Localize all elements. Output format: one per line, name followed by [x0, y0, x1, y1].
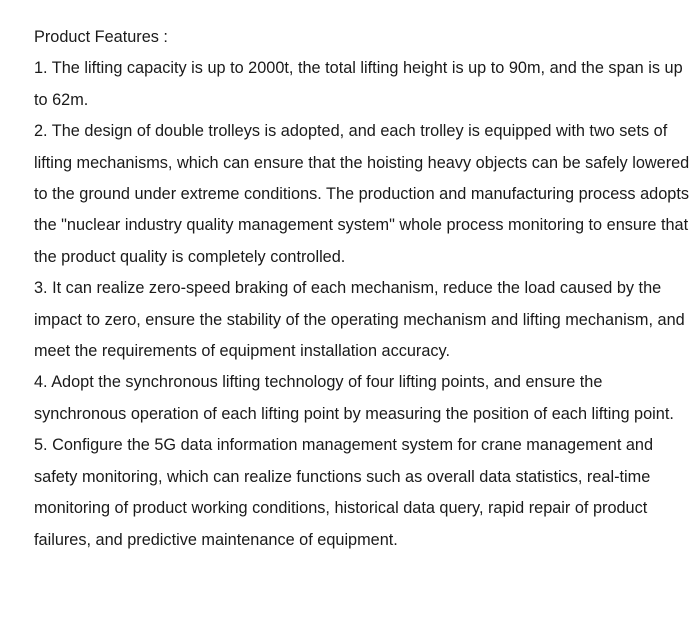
feature-item-3: 3. It can realize zero-speed braking of each mechanism, reduce the load caused by the impact to zero, ensure the stability of the operating mechanism and lifting mechanism, and meet the requirements of equipment installation accuracy.: [34, 279, 685, 361]
features-heading: Product Features :: [34, 28, 168, 46]
feature-item-4: 4. Adopt the synchronous lifting technology of four lifting points, and ensure the synchronous operation of each lifting point by measuring the position of each lifting point.: [34, 373, 674, 423]
feature-item-1: 1. The lifting capacity is up to 2000t, the total lifting height is up to 90m, and the span is up to 62m.: [34, 59, 683, 109]
product-features-document: [34, 22, 694, 556]
feature-item-2: 2. The design of double trolleys is adopted, and each trolley is equipped with two sets of lifting mechanisms, which can ensure that the hoisting heavy objects can be safely lowered to the ground under extreme conditions. The production and manufacturing process adopts the "nuclear industry quality management system" whole process monitoring to ensure that the product quality is completely controlled.: [34, 122, 690, 266]
feature-item-5: 5. Configure the 5G data information management system for crane management and safety monitoring, which can realize functions such as overall data statistics, real-time monitoring of product working conditions, historical data query, rapid repair of product failures, and predictive maintenance of equipment.: [34, 436, 654, 549]
